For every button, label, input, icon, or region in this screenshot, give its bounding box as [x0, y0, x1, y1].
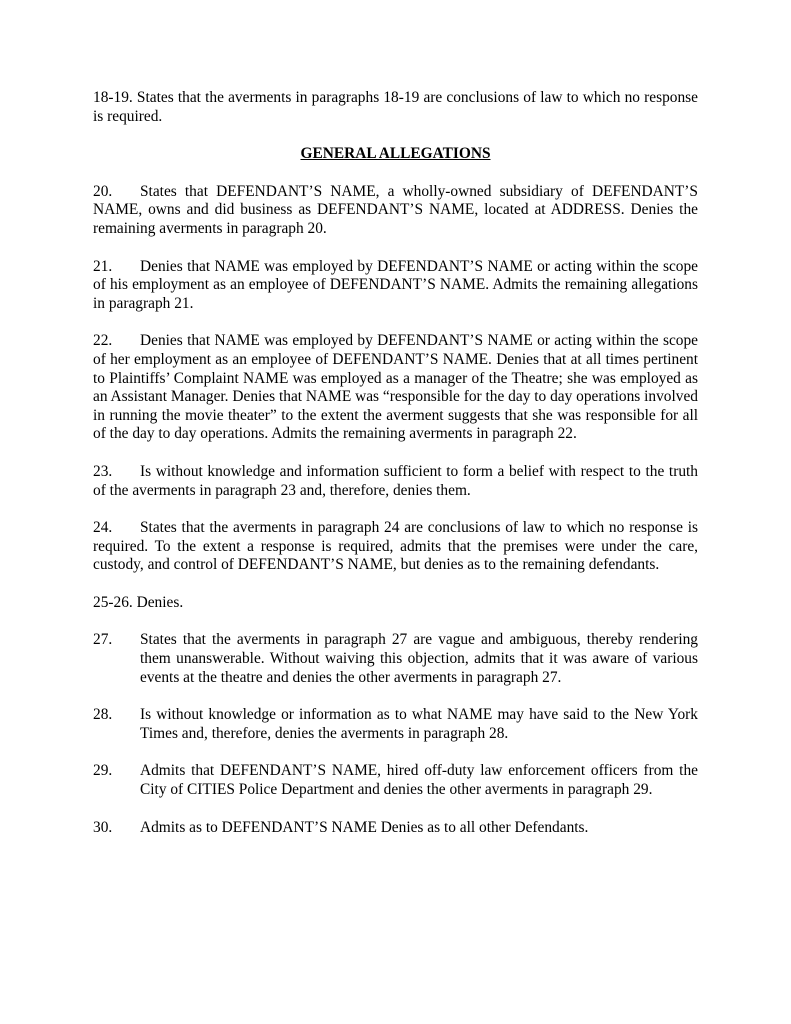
paragraph-text: Is without knowledge or information as to what NAME may have said to the New York Times and, therefore, denies the averments in paragraph 28.	[140, 706, 698, 742]
paragraph-text: Admits as to DEFENDANT’S NAME Denies as to all other Defendants.	[140, 818, 589, 836]
paragraph-text: Denies that NAME was employed by DEFENDANT’S NAME or acting within the scope of her employment as an employee of DEFENDANT’S NAME. Denies that at all times pertinent to Plaintiffs’ Complaint NAME was employed as a manager of the Theatre; she was employed as an Assistant Manager. Denies that NAME was “responsible for the day to day operations involved in running the movie theater” to the extent the averment suggests that she was responsible for all of the day to day operations. Admits the remaining averments in paragraph 22.	[93, 332, 698, 443]
paragraph-21	[93, 258, 698, 314]
paragraph-text: States that the averments in paragraph 24 are conclusions of law to which no response is required. To the extent a response is required, admits that the premises were under the care, custody, and control of DEFENDANT’S NAME, but denies as to the remaining defendants.	[93, 519, 698, 574]
section-heading: GENERAL ALLEGATIONS	[300, 145, 491, 163]
paragraph-24	[93, 519, 698, 575]
paragraph-number: 20.	[93, 182, 113, 200]
paragraph-number: 23.	[93, 462, 113, 480]
paragraph-25-26: 25-26. Denies.	[93, 593, 184, 611]
paragraph-number: 29.	[93, 762, 113, 780]
paragraph-number: 24.	[93, 519, 113, 537]
paragraph-number: 21.	[93, 257, 113, 275]
paragraph-27	[93, 631, 698, 687]
paragraph-22	[93, 332, 698, 444]
paragraph-number: 28.	[93, 706, 113, 724]
paragraph-text: Admits that DEFENDANT’S NAME, hired off-duty law enforcement officers from the City of CITIES Police Department and denies the other averments in paragraph 29.	[140, 762, 698, 799]
paragraph-20	[93, 183, 698, 239]
paragraph-30	[93, 819, 698, 838]
paragraph-23	[93, 463, 698, 500]
paragraph-text: States that the averments in paragraph 27 are vague and ambiguous, thereby rendering them unanswerable. Without waiving this objection, admits that it was aware of various events at the theatre and denies the other averments in paragraph 27.	[140, 631, 698, 686]
paragraph-18-19: 18-19. States that the averments in paragraphs 18-19 are conclusions of law to which no response is required.	[93, 89, 698, 125]
paragraph-text: States that DEFENDANT’S NAME, a wholly-owned subsidiary of DEFENDANT’S NAME, owns and did business as DEFENDANT’S NAME, located at ADDRESS. Denies the remaining averments in paragraph 20.	[93, 182, 698, 237]
paragraph-number: 22.	[93, 332, 113, 350]
paragraph-text: Denies that NAME was employed by DEFENDANT’S NAME or acting within the scope of his employment as an employee of DEFENDANT’S NAME. Admits the remaining allegations in paragraph 21.	[93, 257, 698, 312]
paragraph-number: 30.	[93, 818, 113, 836]
paragraph-text: Is without knowledge and information sufficient to form a belief with respect to the truth of the averments in paragraph 23 and, therefore, denies them.	[93, 462, 698, 499]
paragraph-number: 27.	[93, 631, 113, 649]
paragraph-29	[93, 762, 698, 799]
paragraph-28	[93, 706, 698, 743]
